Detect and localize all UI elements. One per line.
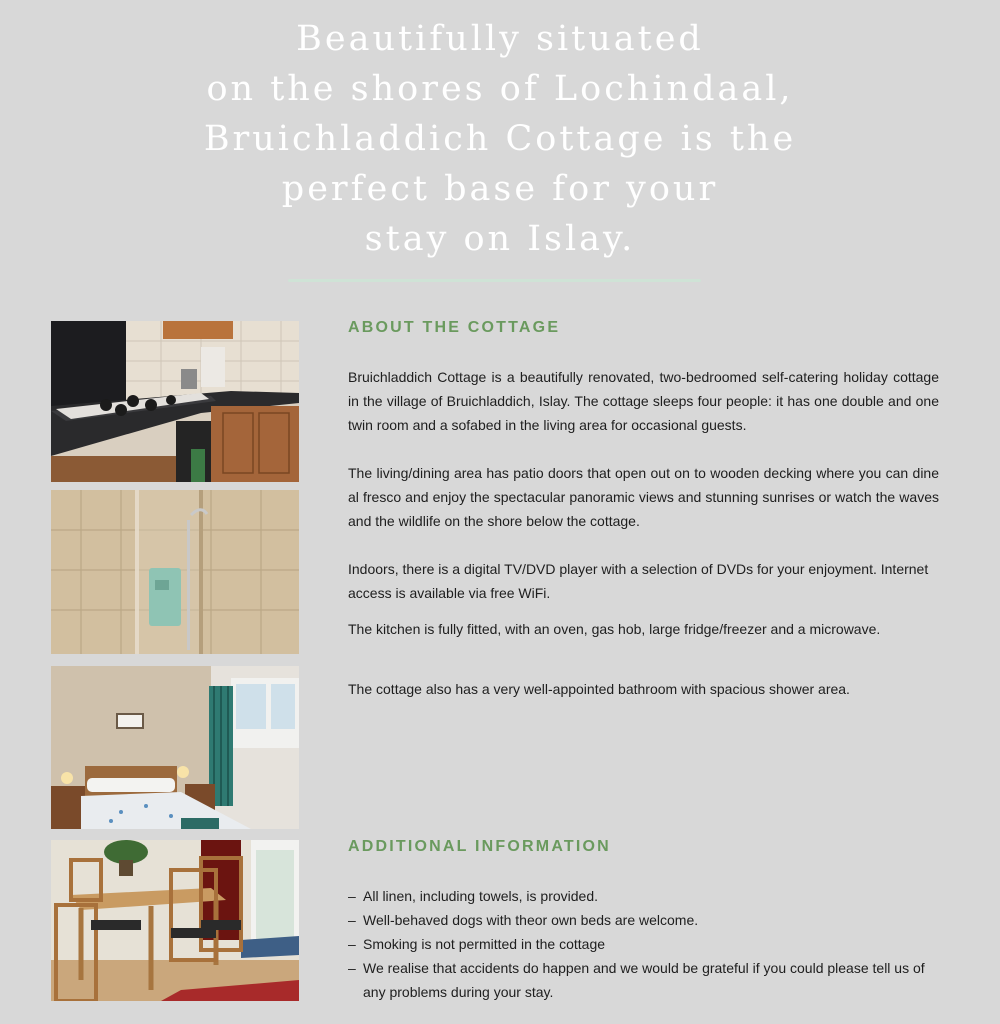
additional-info-title: ADDITIONAL INFORMATION xyxy=(348,838,611,855)
list-item xyxy=(348,884,939,908)
list-item-text: Smoking is not permitted in the cottage xyxy=(363,936,606,952)
list-item xyxy=(348,932,939,956)
list-item-text: Well-behaved dogs with theor own beds are welcome. xyxy=(363,912,699,928)
list-item xyxy=(348,956,939,1004)
about-paragraph: The kitchen is fully fitted, with an oven, gas hob, large fridge/freezer and a microwave. xyxy=(348,621,881,637)
bullet-dash: – xyxy=(348,960,356,976)
list-item xyxy=(348,908,939,932)
bullet-dash: – xyxy=(348,912,356,928)
list-item-text: We realise that accidents do happen and we would be grateful if you could please tell us of any problems during your stay. xyxy=(363,960,925,1000)
additional-info-list xyxy=(348,884,939,1004)
about-paragraph: Indoors, there is a digital TV/DVD player with a selection of DVDs for your enjoyment. Internet access is available via free WiFi. xyxy=(348,561,929,601)
about-paragraph: The cottage also has a very well-appointed bathroom with spacious shower area. xyxy=(348,681,850,697)
hero-line: Beautifully situated xyxy=(296,19,704,59)
heading-divider xyxy=(288,279,701,282)
bedroom-photo xyxy=(51,666,299,829)
hero-line: perfect base for your xyxy=(281,169,719,209)
hero-line: stay on Islay. xyxy=(364,219,636,259)
about-paragraph: The living/dining area has patio doors that open out on to wooden decking where you can dine al fresco and enjoy the spectacular panoramic views and stunning sunrises or watch the waves and the wildlife on the shore below the cottage. xyxy=(348,465,939,529)
about-title: ABOUT THE COTTAGE xyxy=(348,319,561,336)
list-item-text: All linen, including towels, is provided. xyxy=(363,888,599,904)
hero-heading xyxy=(0,14,1000,264)
dining-photo xyxy=(51,840,299,1001)
hero-line: Bruichladdich Cottage is the xyxy=(203,119,797,159)
shower-photo xyxy=(51,490,299,654)
bullet-dash: – xyxy=(348,888,356,904)
kitchen-photo xyxy=(51,321,299,482)
hero-line: on the shores of Lochindaal, xyxy=(206,69,794,109)
bullet-dash: – xyxy=(348,936,356,952)
about-paragraph: Bruichladdich Cottage is a beautifully renovated, two-bedroomed self-catering holiday cottage in the village of Bruichladdich, Islay. The cottage sleeps four people: it has one double and one twin room and a sofabed in the living area for occasional guests. xyxy=(348,369,939,433)
